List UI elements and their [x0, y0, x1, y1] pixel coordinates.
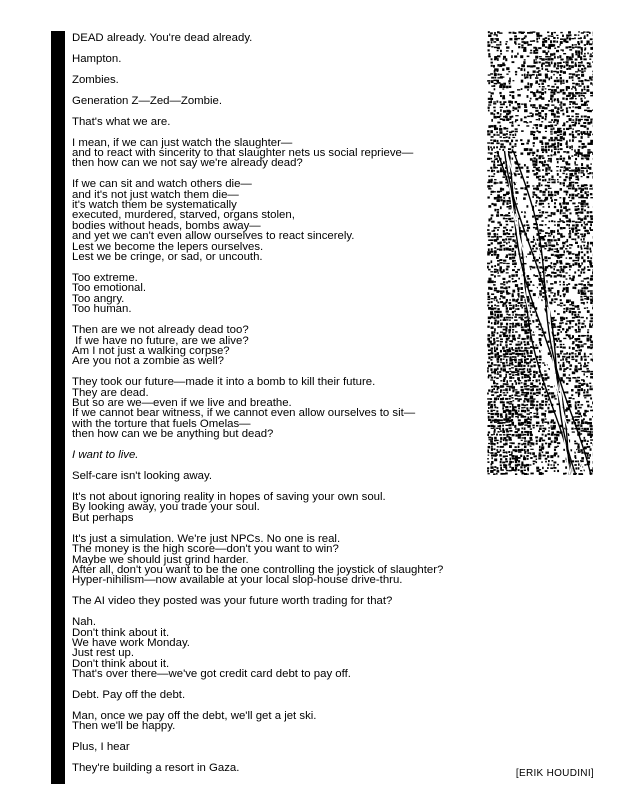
- poem-line: Plus, I hear: [72, 741, 130, 754]
- poem-line: DEAD already. You're dead already.: [72, 32, 253, 44]
- poem-line: If we cannot bear witness, if we cannot even allow ourselves to sit—: [72, 407, 416, 420]
- poem-line: Just rest up.: [72, 647, 135, 660]
- poem-line: Am I not just a walking corpse?: [72, 344, 230, 357]
- poem-line: The money is the high score—don't you want to win?: [72, 543, 339, 556]
- poem-line: Maybe we should just grind harder.: [72, 553, 249, 566]
- stanza: [72, 763, 502, 773]
- stanza: [72, 33, 502, 43]
- stanza: [72, 75, 502, 85]
- poem-text: [72, 33, 502, 784]
- illustration-canvas: [487, 31, 593, 475]
- poem-line: But so are we—even if we live and breathe.: [72, 397, 292, 410]
- stanza: [72, 596, 502, 606]
- poem-line: Then we'll be happy.: [72, 720, 176, 733]
- poem-line: That's what we are.: [72, 115, 171, 128]
- poem-line: Hampton.: [72, 52, 122, 65]
- poem-line: Self-care isn't looking away.: [72, 470, 212, 483]
- poem-line: Man, once we pay off the debt, we'll get a jet ski.: [72, 710, 317, 722]
- poem-line: We have work Monday.: [72, 636, 190, 649]
- poem-line: They are dead.: [72, 386, 149, 399]
- poem-line: They took our future—made it into a bomb to kill their future.: [72, 376, 376, 389]
- stanza: [72, 96, 502, 106]
- poem-line: Zombies.: [72, 73, 119, 86]
- stanza: [72, 273, 502, 315]
- poem-line: Don't think about it.: [72, 657, 170, 670]
- poem-line: Too emotional.: [72, 282, 147, 295]
- poem-line: Too human.: [72, 303, 132, 316]
- engraved-tree-illustration-icon: [487, 31, 593, 475]
- poem-line: Then are we not already dead too?: [72, 324, 249, 337]
- poem-line: I mean, if we can just watch the slaughter—: [72, 136, 293, 149]
- stanza: [72, 117, 502, 127]
- poem-line: Lest we be cringe, or sad, or uncouth.: [72, 251, 263, 264]
- poem-line: Don't think about it.: [72, 626, 170, 639]
- poem-line: But perhaps: [72, 511, 134, 524]
- stanza: [72, 179, 502, 262]
- left-margin-bar: [51, 31, 65, 784]
- poem-line: Too extreme.: [72, 272, 138, 284]
- stanza: [72, 742, 502, 752]
- poem-line: executed, murdered, starved, organs stolen,: [72, 209, 295, 222]
- stanza: [72, 377, 502, 439]
- poem-line: The AI video they posted was your future worth trading for that?: [72, 595, 393, 608]
- stanza: [72, 54, 502, 64]
- poem-line: By looking away, you trade your soul.: [72, 501, 260, 514]
- poem-line: and to react with sincerity to that slaughter nets us social reprieve—: [72, 146, 414, 159]
- poem-line: Debt. Pay off the debt.: [72, 689, 186, 702]
- stanza: [72, 711, 502, 732]
- poem-line: Hyper-nihilism—now available at your local slop-house drive-thru.: [72, 574, 403, 587]
- stanza: [72, 617, 502, 679]
- stanza: [72, 325, 502, 367]
- poem-line: They're building a resort in Gaza.: [72, 762, 240, 775]
- poem-line: Lest we become the lepers ourselves.: [72, 240, 264, 253]
- poem-line: If we can sit and watch others die—: [72, 178, 252, 191]
- poem-line: Nah.: [72, 616, 97, 629]
- poem-line: After all, don't you want to be the one controlling the joystick of slaughter?: [72, 563, 444, 576]
- author-signature: [ERIK HOUDINI]: [515, 768, 594, 779]
- stanza: [72, 690, 502, 700]
- poem-line: I want to live.: [72, 449, 139, 462]
- poem-line: It's not about ignoring reality in hopes of saving your own soul.: [72, 491, 386, 503]
- stanza: [72, 450, 502, 460]
- stanza: [72, 492, 502, 523]
- poem-line: and yet we can't even allow ourselves to react sincerely.: [72, 230, 355, 243]
- poem-line: and it's not just watch them die—: [72, 188, 239, 201]
- stanza: [72, 534, 502, 586]
- poem-line: then how can we be anything but dead?: [72, 428, 274, 441]
- poem-line: with the torture that fuels Omelas—: [72, 417, 251, 430]
- poem-line: it's watch them be systematically: [72, 199, 237, 212]
- poem-line: then how can we not say we're already dead?: [72, 157, 303, 170]
- poem-line: Generation Z—Zed—Zombie.: [72, 94, 223, 107]
- stanza: [72, 138, 502, 169]
- poem-line: Are you not a zombie as well?: [72, 355, 224, 368]
- poem-line: If we have no future, are we alive?: [72, 334, 249, 347]
- poem-line: That's over there—we've got credit card debt to pay off.: [72, 668, 351, 681]
- stanza: [72, 471, 502, 481]
- poem-line: bodies without heads, bombs away—: [72, 219, 261, 232]
- poem-line: Too angry.: [72, 292, 125, 305]
- poem-line: It's just a simulation. We're just NPCs. No one is real.: [72, 532, 341, 545]
